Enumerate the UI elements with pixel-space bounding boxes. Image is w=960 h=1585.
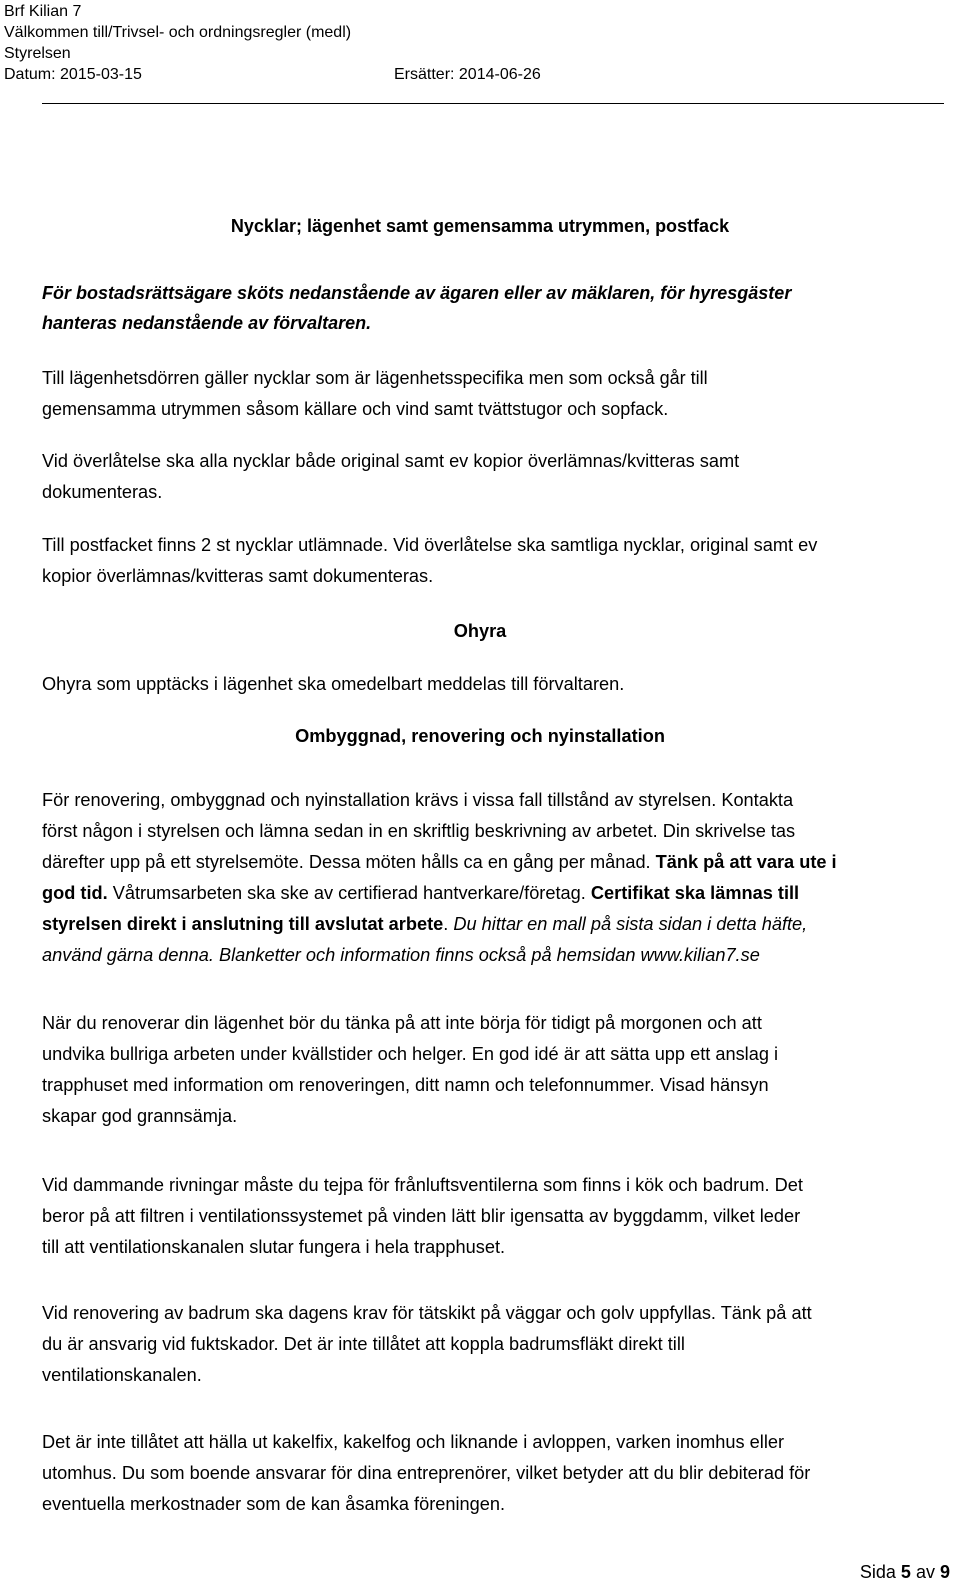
keys-intro-line-2: hanteras nedanstående av förvaltaren. xyxy=(42,313,372,333)
date-row xyxy=(4,64,944,85)
renovation-line-5-bold: styrelsen direkt i anslutning till avslutat arbete xyxy=(42,914,444,934)
date-label: Datum: 2015-03-15 xyxy=(4,66,142,83)
keys-paragraph-1-line-2: gemensamma utrymmen såsom källare och vind samt tvättstugor och sopfack. xyxy=(42,399,669,419)
current-page: 5 xyxy=(900,1562,911,1582)
section-heading-vermin: Ohyra xyxy=(453,621,507,641)
renovation-line-5-italic: Du hittar en mall på sista sidan i detta häfte, xyxy=(453,914,808,934)
keys-paragraph-3-line-2: kopior överlämnas/kvitteras samt dokumenteras. xyxy=(42,566,434,586)
renovation-p4-line-1: Vid renovering av badrum ska dagens krav för tätskikt på väggar och golv uppfyllas. Tänk på att xyxy=(42,1303,812,1323)
renovation-p5-line-1: Det är inte tillåtet att hälla ut kakelfix, kakelfog och liknande i avloppen, varken inomhus eller xyxy=(42,1432,785,1452)
issuer: Styrelsen xyxy=(4,45,71,62)
section-heading-renovation: Ombyggnad, renovering och nyinstallation xyxy=(295,726,665,746)
renovation-p5-line-2: utomhus. Du som boende ansvarar för dina entreprenörer, vilket betyder att du blir debiterad för xyxy=(42,1463,811,1483)
renovation-line-3-bold: Tänk på att vara ute i xyxy=(655,852,837,872)
renovation-line-3 xyxy=(42,847,957,878)
of-word: av xyxy=(915,1562,935,1582)
keys-paragraph-1-line-1: Till lägenhetsdörren gäller nycklar som är lägenhetsspecifika men som också går till xyxy=(42,368,708,388)
renovation-p4-line-3: ventilationskanalen. xyxy=(42,1365,202,1385)
total-pages: 9 xyxy=(939,1562,950,1582)
renovation-line-2: först någon i styrelsen och lämna sedan in en skriftlig beskrivning av arbetet. Din skrivelse tas xyxy=(42,821,796,841)
replaces-label: Ersätter: 2014-06-26 xyxy=(394,66,541,83)
renovation-line-6: använd gärna denna. Blanketter och information finns också på hemsidan www.kilian7.se xyxy=(42,945,760,965)
renovation-line-5 xyxy=(42,909,957,940)
keys-paragraph-2-line-2: dokumenteras. xyxy=(42,482,163,502)
renovation-line-4-bold-2: Certifikat ska lämnas till xyxy=(590,883,800,903)
renovation-p5-line-3: eventuella merkostnader som de kan åsamka föreningen. xyxy=(42,1494,506,1514)
keys-paragraph-3-line-1: Till postfacket finns 2 st nycklar utlämnade. Vid överlåtelse ska samtliga nycklar, original samt ev xyxy=(42,535,818,555)
renovation-line-3-text: därefter upp på ett styrelsemöte. Dessa möten hålls ca en gång per månad. xyxy=(42,852,656,872)
renovation-line-4-text: Våtrumsarbeten ska ske av certifierad hantverkare/företag. xyxy=(107,883,591,903)
keys-intro-line-1: För bostadsrättsägare sköts nedanstående av ägaren eller av mäklaren, för hyresgäster xyxy=(42,283,792,303)
renovation-p2-line-2: undvika bullriga arbeten under kvällstider och helger. En god idé är att sätta upp ett anslag i xyxy=(42,1044,779,1064)
renovation-p2-line-4: skapar god grannsämja. xyxy=(42,1106,238,1126)
org-name: Brf Kilian 7 xyxy=(4,3,82,20)
renovation-p3-line-1: Vid dammande rivningar måste du tejpa för frånluftsventilerna som finns i kök och badrum. Det xyxy=(42,1175,803,1195)
vermin-text: Ohyra som upptäcks i lägenhet ska omedelbart meddelas till förvaltaren. xyxy=(42,674,625,694)
renovation-line-4 xyxy=(42,878,957,909)
document-title: Välkommen till/Trivsel- och ordningsregler (medl) xyxy=(4,24,352,41)
renovation-line-1: För renovering, ombyggnad och nyinstallation krävs i vissa fall tillstånd av styrelsen. Kontakta xyxy=(42,790,794,810)
renovation-p2-line-3: trapphuset med information om renoveringen, ditt namn och telefonnummer. Visad hänsyn xyxy=(42,1075,769,1095)
renovation-p3-line-2: beror på att filtren i ventilationssystemet på vinden lätt blir igensatta av byggdamm, vilket leder xyxy=(42,1206,801,1226)
renovation-line-5-sep: . xyxy=(443,914,454,934)
section-heading-keys: Nycklar; lägenhet samt gemensamma utrymmen, postfack xyxy=(230,216,730,236)
header-rule xyxy=(42,103,944,104)
page-number xyxy=(860,1560,950,1584)
page-word: Sida xyxy=(859,1562,896,1582)
renovation-p4-line-2: du är ansvarig vid fuktskador. Det är inte tillåtet att koppla badrumsfläkt direkt till xyxy=(42,1334,685,1354)
renovation-line-4-bold: god tid. xyxy=(42,883,108,903)
renovation-p3-line-3: till att ventilationskanalen slutar fungera i hela trapphuset. xyxy=(42,1237,506,1257)
keys-paragraph-2-line-1: Vid överlåtelse ska alla nycklar både original samt ev kopior överlämnas/kvitteras samt xyxy=(42,451,740,471)
page-header xyxy=(4,1,944,85)
renovation-p2-line-1: När du renoverar din lägenhet bör du tänka på att inte börja för tidigt på morgonen och att xyxy=(42,1013,762,1033)
